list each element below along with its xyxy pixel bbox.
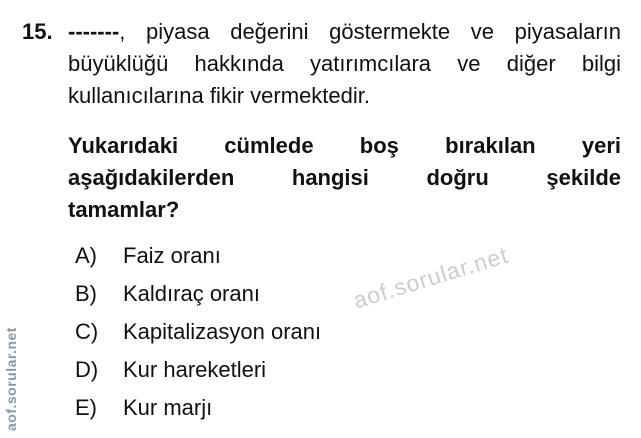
answer-option-b	[68, 278, 621, 310]
question-body-line-1-text: , piyasa değerini göstermekte ve piyasaların	[119, 19, 621, 44]
question-body-line-3: kullanıcılarına fikir vermektedir.	[68, 83, 370, 108]
question-content	[68, 16, 621, 430]
question-prompt	[68, 130, 621, 226]
question-body-line-1	[68, 16, 621, 48]
question-prompt-line-1: Yukarıdaki cümlede boş bırakılan yeri	[68, 133, 621, 158]
answer-option-c-letter: C)	[75, 319, 99, 344]
answer-option-a-letter: A)	[75, 243, 97, 268]
answer-option-e-letter: E)	[75, 395, 97, 420]
answer-option-b-letter: B)	[75, 281, 97, 306]
answer-option-c	[68, 316, 621, 348]
question-block	[22, 16, 621, 430]
answer-option-e-text: Kur marjı	[123, 395, 213, 420]
question-number: 15.	[22, 19, 53, 44]
answer-option-d-letter: D)	[75, 357, 99, 382]
answer-option-d	[68, 354, 621, 386]
watermark-diagonal: aof.sorular.net	[350, 241, 512, 314]
answer-option-b-text: Kaldıraç oranı	[123, 281, 260, 306]
answer-option-a-text: Faiz oranı	[123, 243, 221, 268]
question-body	[68, 16, 621, 112]
answer-option-d-text: Kur hareketleri	[123, 357, 267, 382]
question-prompt-line-2: aşağıdakilerden hangisi doğru şekilde	[68, 165, 621, 190]
answer-option-e	[68, 392, 621, 424]
answer-option-c-text: Kapitalizasyon oranı	[123, 319, 322, 344]
watermark-vertical: aof.sorular.net	[3, 327, 19, 431]
question-prompt-line-3: tamamlar?	[68, 197, 180, 222]
question-body-line-2: büyüklüğü hakkında yatırımcılara ve diğer bilgi	[68, 51, 621, 76]
answer-option-a	[68, 240, 621, 272]
blank-placeholder-dashes: -------	[68, 19, 120, 44]
answer-options	[68, 240, 621, 424]
